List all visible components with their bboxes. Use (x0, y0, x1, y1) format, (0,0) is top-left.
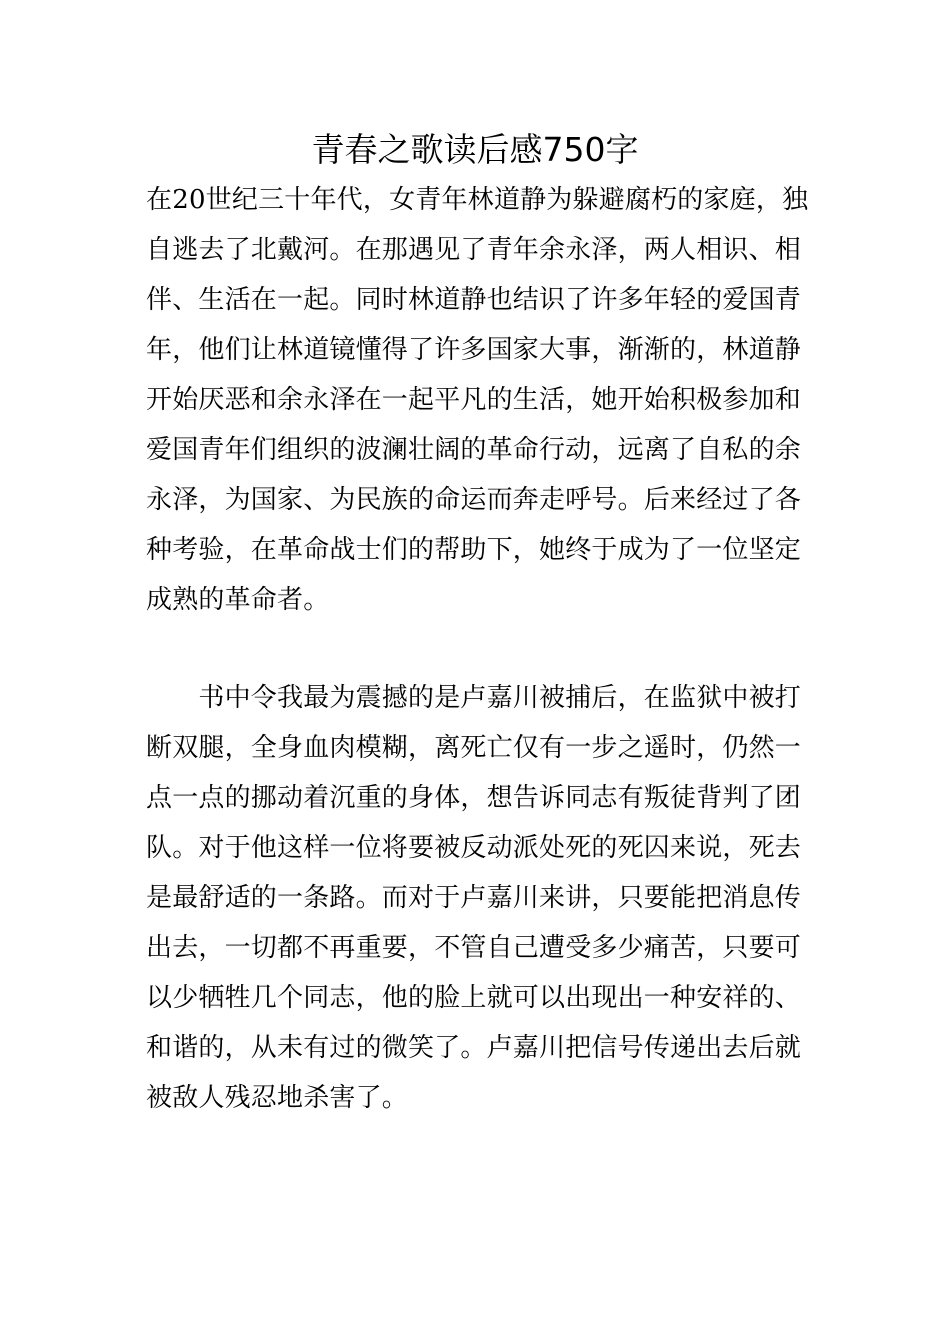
paragraph-line: 年，他们让林道镜懂得了许多国家大事，渐渐的，林道静 (146, 335, 802, 365)
paragraph-line: 断双腿，全身血肉模糊，离死亡仅有一步之遥时，仍然一 (146, 733, 802, 763)
paragraph-line: 种考验，在革命战士们的帮助下，她终于成为了一位坚定 (146, 535, 802, 565)
paragraph-line: 爱国青年们组织的波澜壮阔的革命行动，远离了自私的余 (146, 435, 802, 465)
paragraph-line: 是最舒适的一条路。而对于卢嘉川来讲，只要能把消息传 (146, 883, 802, 913)
paragraph-line: 和谐的，从未有过的微笑了。卢嘉川把信号传递出去后就 (146, 1033, 802, 1063)
paragraph-line: 点一点的挪动着沉重的身体，想告诉同志有叛徒背判了团 (146, 783, 802, 813)
paragraph-line: 队。对于他这样一位将要被反动派处死的死囚来说，死去 (146, 833, 802, 863)
paragraph-line: 书中令我最为震撼的是卢嘉川被捕后，在监狱中被打 (146, 683, 802, 713)
paragraph-line: 自逃去了北戴河。在那遇见了青年余永泽，两人相识、相 (146, 235, 802, 265)
paragraph-line: 以少牺牲几个同志，他的脸上就可以出现出一种安祥的、 (146, 983, 802, 1013)
paragraph-line: 成熟的革命者。 (146, 585, 330, 615)
paragraph-line: 在20世纪三十年代，女青年林道静为躲避腐朽的家庭，独 (146, 185, 809, 215)
document-title: 青春之歌读后感750字 (311, 130, 639, 169)
paragraph-1 (146, 175, 809, 625)
paragraph-line: 伴、生活在一起。同时林道静也结识了许多年轻的爱国青 (146, 285, 802, 315)
paragraph-line: 出去，一切都不再重要，不管自己遭受多少痛苦，只要可 (146, 933, 802, 963)
paragraph-line: 永泽，为国家、为民族的命运而奔走呼号。后来经过了各 (146, 485, 802, 515)
paragraph-line: 被敌人残忍地杀害了。 (146, 1083, 409, 1113)
paragraph-2 (146, 673, 806, 1123)
paragraph-line: 开始厌恶和余永泽在一起平凡的生活，她开始积极参加和 (146, 385, 802, 415)
